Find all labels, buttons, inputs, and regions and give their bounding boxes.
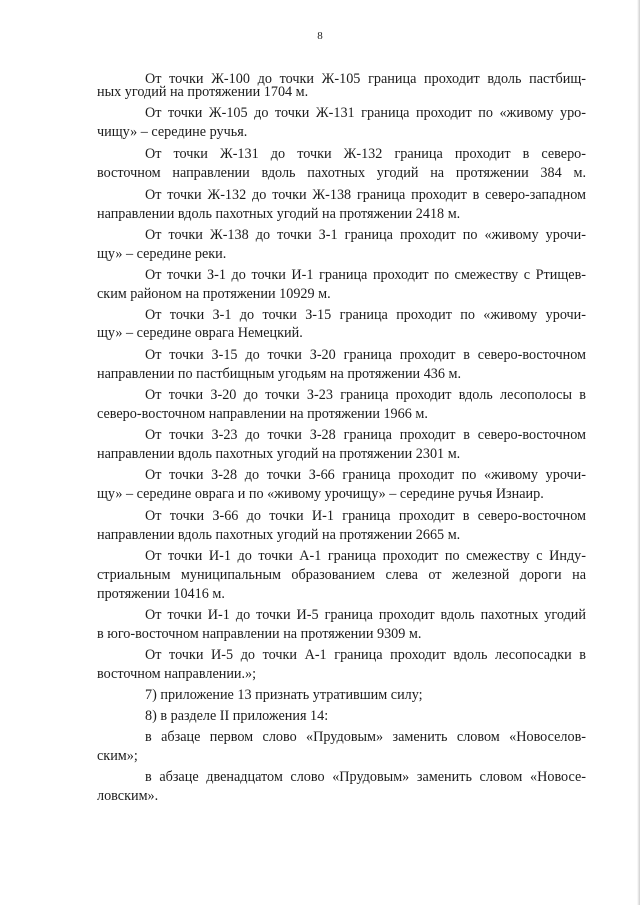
text-line: От точки И-1 до точки И-5 граница проходит вдоль пахотных угодий — [145, 607, 586, 623]
text-line: в абзаце двенадцатом слово «Прудовым» заменить словом «Новосе- — [145, 769, 586, 785]
text-line: От точки З-15 до точки З-20 граница проходит в северо-восточном — [145, 347, 586, 363]
text-line: От точки Ж-132 до точки Ж-138 граница проходит в северо-западном — [145, 187, 586, 203]
page-number: 8 — [317, 30, 323, 42]
text-line: От точки Ж-105 до точки Ж-131 граница проходит по «живому уро- — [145, 105, 586, 121]
text-line: От точки И-5 до точки А-1 граница проходит вдоль лесопосадки в — [145, 647, 586, 663]
text-line: направлении вдоль пахотных угодий на протяжении 2301 м. — [97, 446, 461, 462]
text-line: От точки З-1 до точки И-1 граница проходит по смежеству с Ртищев- — [145, 267, 586, 283]
text-line: щу» – середине оврага Немецкий. — [97, 325, 303, 341]
text-line: щу» – середине реки. — [97, 246, 227, 262]
text-line: протяжении 10416 м. — [97, 586, 225, 602]
text-line: в абзаце первом слово «Прудовым» заменить словом «Новоселов- — [145, 729, 586, 745]
text-line: 7) приложение 13 признать утратившим силу; — [145, 687, 423, 703]
text-line: ским районом на протяжении 10929 м. — [97, 286, 331, 302]
text-line: От точки З-28 до точки З-66 граница проходит по «живому урочи- — [145, 467, 586, 483]
text-line: От точки З-1 до точки З-15 граница проходит по «живому урочи- — [145, 307, 586, 323]
text-line: ных угодий на протяжении 1704 м. — [97, 84, 309, 100]
text-line: От точки И-1 до точки А-1 граница проходит по смежеству с Инду- — [145, 548, 586, 564]
text-line: направлении вдоль пахотных угодий на протяжении 2418 м. — [97, 206, 461, 222]
text-line: От точки З-23 до точки З-28 граница проходит в северо-восточном — [145, 427, 586, 443]
text-line: ловским». — [97, 788, 159, 804]
text-line: ским»; — [97, 748, 138, 764]
text-line: От точки З-66 до точки И-1 граница проходит в северо-восточном — [145, 508, 586, 524]
text-line: От точки З-20 до точки З-23 граница проходит вдоль лесополосы в — [145, 387, 586, 403]
text-line: направлении вдоль пахотных угодий на протяжении 2665 м. — [97, 527, 461, 543]
text-line: в юго-восточном направлении на протяжении 9309 м. — [97, 626, 422, 642]
text-line: щу» – середине оврага и по «живому урочищу» – середине ручья Изнаир. — [97, 486, 544, 502]
text-line: От точки Ж-138 до точки З-1 граница проходит по «живому урочи- — [145, 227, 586, 243]
text-line: От точки Ж-131 до точки Ж-132 граница проходит в северо- — [145, 146, 586, 162]
text-line: 8) в разделе II приложения 14: — [145, 708, 329, 724]
text-line: направлении по пастбищным угодьям на протяжении 436 м. — [97, 366, 462, 382]
text-line: северо-восточном направлении на протяжении 1966 м. — [97, 406, 428, 422]
text-line: восточном направлении вдоль пахотных угодий на протяжении 384 м. — [97, 165, 586, 181]
text-line: стриальным муниципальным образованием слева от железной дороги на — [97, 567, 586, 583]
text-line: восточном направлении.»; — [97, 666, 257, 682]
text-line: чищу» – середине ручья. — [97, 124, 248, 140]
text-line: От точки Ж-100 до точки Ж-105 граница проходит вдоль пастбищ- — [145, 71, 586, 87]
